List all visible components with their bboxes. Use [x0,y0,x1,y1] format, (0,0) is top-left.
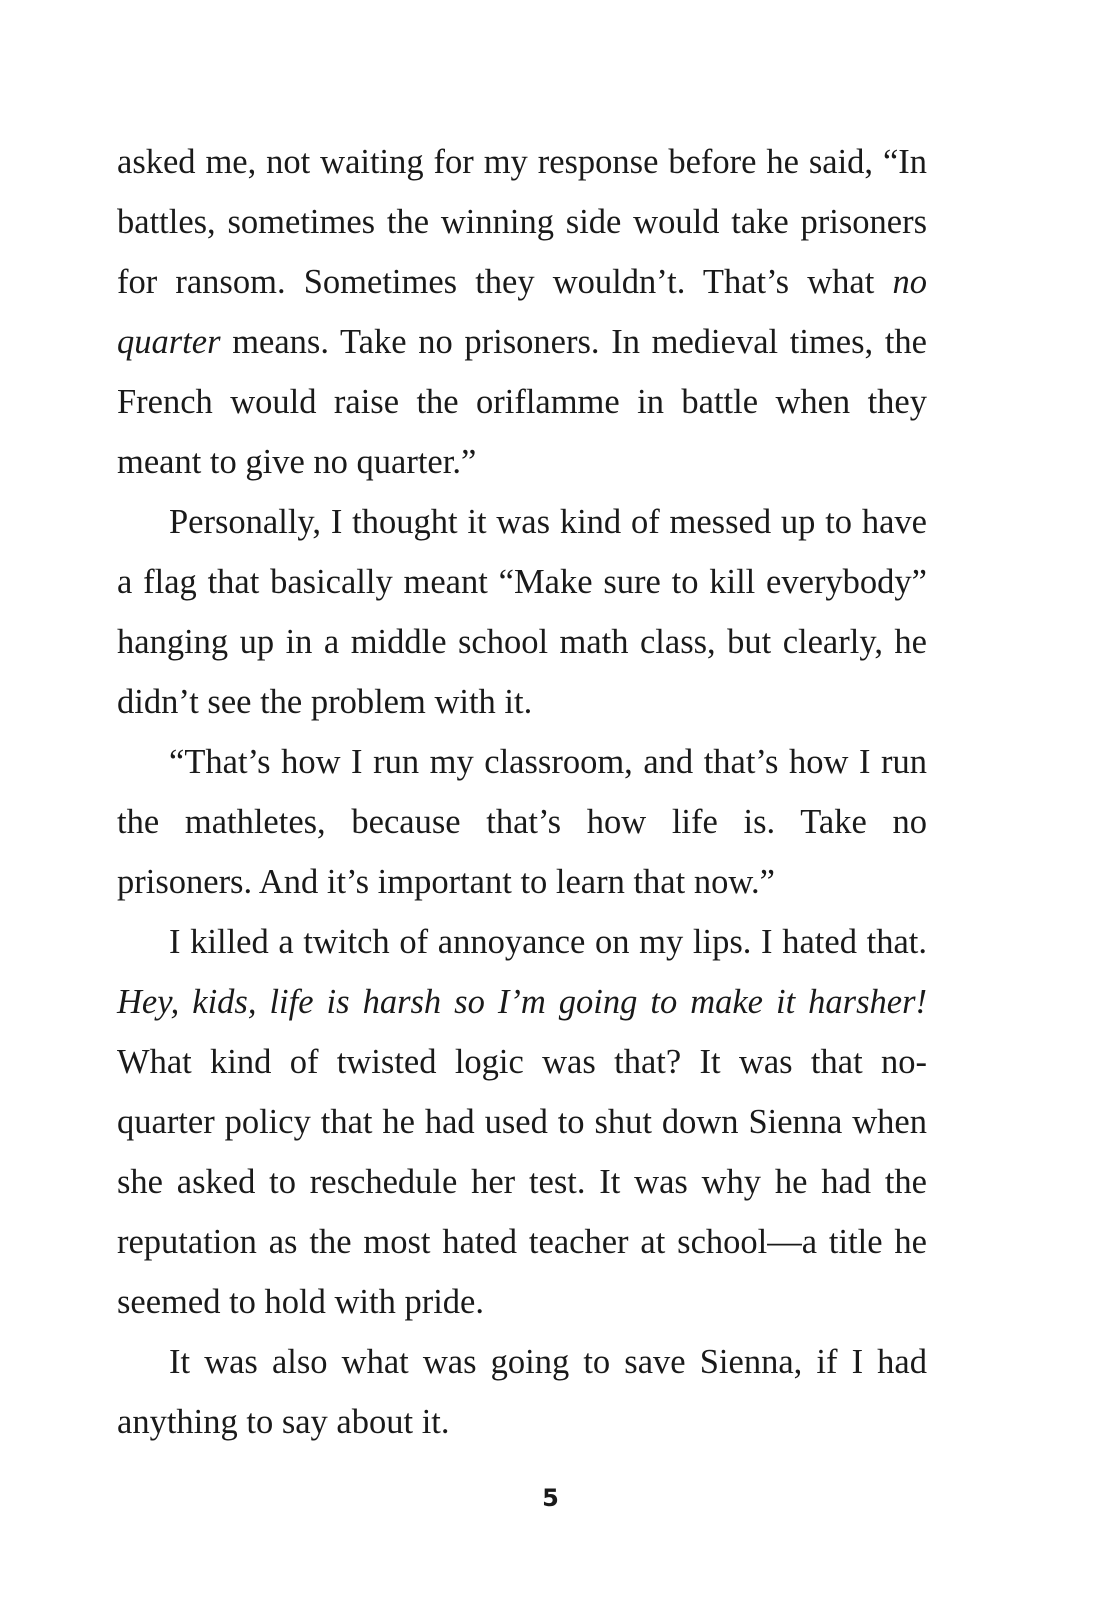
page-number: 5 [542,1484,559,1512]
paragraph-4-text-a: I killed a twitch of annoyance on my lips. I hated that. [169,923,927,961]
paragraph-4-italic: Hey, kids, life is harsh so I’m going to make it harsher! [117,983,927,1021]
paragraph-1-text-b: means. Take no prisoners. In medieval times, the French would raise the oriflamme in battle when they meant to give no quarter.” [117,323,927,481]
paragraph-1-text-a: asked me, not waiting for my response before he said, “In battles, sometimes the winning side would take prisoners for ransom. Sometimes they wouldn’t. That’s what [117,143,927,301]
paragraph-4 [117,912,927,1332]
paragraph-2: Personally, I thought it was kind of messed up to have a flag that basically meant “Make sure to kill everybody” hanging up in a middle school math class, but clearly, he didn’t see the problem with it. [117,503,927,721]
paragraph-5: It was also what was going to save Sienna, if I had anything to say about it. [117,1343,927,1441]
paragraph-1 [117,132,927,492]
paragraph-3: “That’s how I run my classroom, and that’s how I run the mathletes, because that’s how life is. Take no prisoners. And it’s important to learn that now.” [117,743,927,901]
paragraph-4-text-b: What kind of twisted logic was that? It was that no-quarter policy that he had used to shut down Sienna when she asked to reschedule her test. It was why he had the reputation as the most hated teacher at school—a title he seemed to hold with pride. [117,1043,927,1321]
paragraph-1-italic: no quarter [117,263,927,361]
body-text [117,132,927,1452]
